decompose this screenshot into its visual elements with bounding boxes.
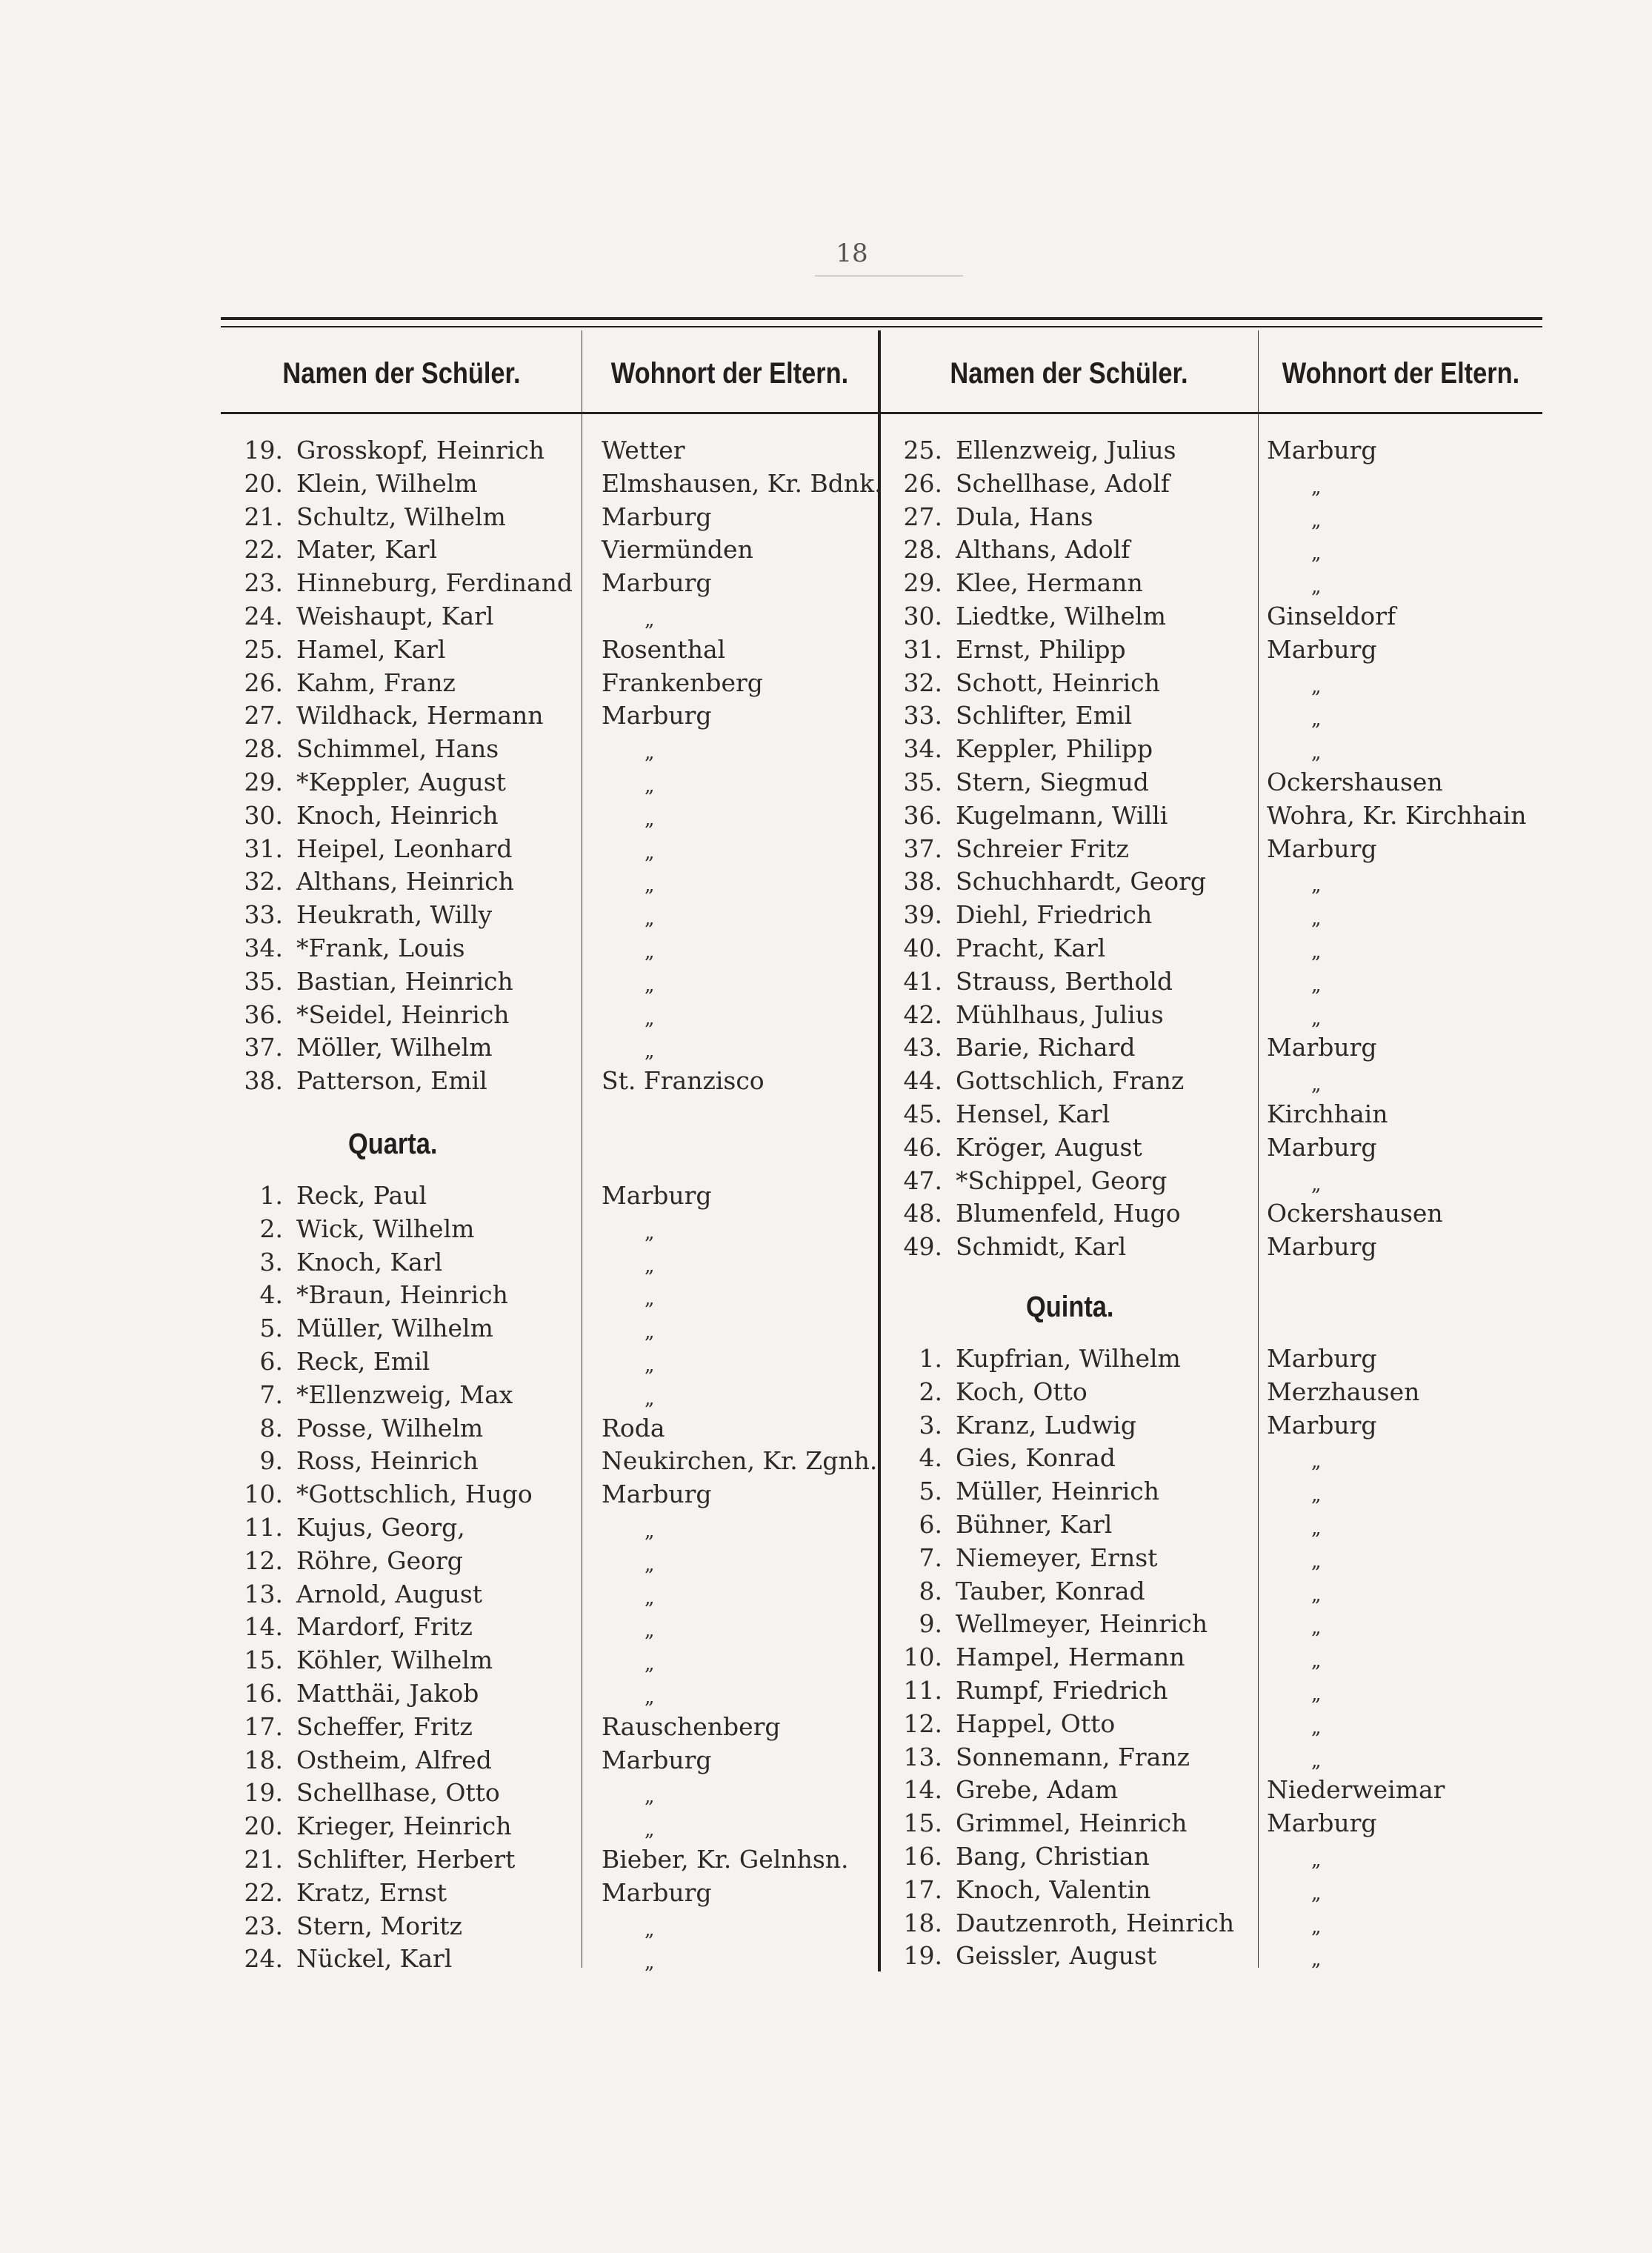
- student-number: 28.: [903, 535, 942, 565]
- student-number: 45.: [903, 1099, 942, 1128]
- student-number: 3.: [919, 1410, 942, 1440]
- student-name: Müller, Wilhelm: [296, 1314, 493, 1343]
- table-top-rule: [221, 317, 1542, 320]
- student-name: Ellenzweig, Julius: [956, 436, 1176, 465]
- parent-residence: „: [1311, 1173, 1322, 1196]
- student-number: 24.: [244, 1944, 283, 1974]
- parent-residence: Marburg: [602, 1877, 712, 1907]
- student-number: 14.: [244, 1612, 283, 1642]
- parent-residence: „: [645, 608, 655, 631]
- student-number: 44.: [903, 1066, 942, 1096]
- parent-residence: „: [645, 1040, 655, 1063]
- student-number: 1.: [919, 1344, 942, 1373]
- student-name: Grimmel, Heinrich: [956, 1808, 1188, 1838]
- parent-residence: Marburg: [1267, 634, 1377, 664]
- parent-residence: „: [1311, 1915, 1322, 1938]
- student-number: 10.: [903, 1643, 942, 1672]
- student-number: 4.: [919, 1443, 942, 1473]
- student-name: Müller, Heinrich: [956, 1477, 1159, 1506]
- student-name: Köhler, Wilhelm: [296, 1645, 493, 1675]
- student-name: Stern, Moritz: [296, 1911, 463, 1940]
- student-number: 23.: [244, 568, 283, 598]
- header-residence-left: Wohnort der Eltern.: [610, 357, 849, 390]
- parent-residence: Marburg: [1267, 1410, 1377, 1440]
- parent-residence: „: [645, 1653, 655, 1676]
- parent-residence: „: [1311, 1848, 1322, 1871]
- student-name: Posse, Wilhelm: [296, 1413, 484, 1442]
- student-name: Matthäi, Jakob: [296, 1678, 479, 1708]
- student-name: Kranz, Ludwig: [956, 1410, 1136, 1440]
- parent-residence: „: [645, 742, 655, 765]
- student-name: *Schippel, Georg: [956, 1165, 1168, 1195]
- student-number: 48.: [903, 1199, 942, 1228]
- student-name: Ross, Heinrich: [296, 1446, 479, 1476]
- parent-residence: „: [645, 908, 655, 931]
- parent-residence: „: [645, 1951, 655, 1974]
- student-number: 18.: [244, 1745, 283, 1774]
- student-name: Kugelmann, Willi: [956, 800, 1168, 830]
- parent-residence: „: [1311, 1749, 1322, 1772]
- student-name: Mardorf, Fritz: [296, 1612, 473, 1642]
- parent-residence: „: [645, 1620, 655, 1643]
- student-number: 11.: [903, 1675, 942, 1705]
- parent-residence: Marburg: [602, 568, 712, 598]
- parent-residence: „: [645, 841, 655, 864]
- student-number: 15.: [903, 1808, 942, 1838]
- parent-residence: Rauschenberg: [602, 1711, 781, 1741]
- student-name: Ostheim, Alfred: [296, 1745, 492, 1774]
- student-number: 2.: [919, 1377, 942, 1406]
- parent-residence: Marburg: [602, 502, 712, 531]
- student-name: Röhre, Georg: [296, 1545, 463, 1575]
- parent-residence: „: [645, 1553, 655, 1576]
- student-name: Mühlhaus, Julius: [956, 999, 1164, 1029]
- student-name: Schlifter, Emil: [956, 701, 1133, 731]
- student-number: 22.: [244, 535, 283, 565]
- student-name: Wick, Wilhelm: [296, 1214, 475, 1243]
- student-number: 14.: [903, 1775, 942, 1805]
- student-name: Bastian, Heinrich: [296, 966, 513, 996]
- student-name: Knoch, Valentin: [956, 1874, 1151, 1904]
- student-name: Kahm, Franz: [296, 668, 456, 697]
- student-number: 8.: [259, 1413, 283, 1442]
- student-name: Krieger, Heinrich: [296, 1811, 512, 1841]
- student-number: 25.: [903, 436, 942, 465]
- student-name: Arnold, August: [296, 1579, 483, 1608]
- student-name: Patterson, Emil: [296, 1066, 487, 1096]
- student-name: Nückel, Karl: [296, 1944, 453, 1974]
- student-name: Grosskopf, Heinrich: [296, 436, 545, 465]
- student-number: 49.: [903, 1232, 942, 1262]
- student-number: 20.: [244, 468, 283, 498]
- student-number: 7.: [919, 1543, 942, 1572]
- parent-residence: „: [1311, 542, 1322, 565]
- student-name: Stern, Siegmud: [956, 767, 1149, 796]
- student-name: *Gottschlich, Hugo: [296, 1480, 533, 1509]
- student-name: Heukrath, Willy: [296, 900, 493, 930]
- parent-residence: „: [1311, 1451, 1322, 1474]
- student-name: Heipel, Leonhard: [296, 833, 513, 863]
- parent-residence: Marburg: [1267, 436, 1377, 465]
- parent-residence: „: [1311, 1074, 1322, 1096]
- parent-residence: Ockershausen: [1267, 1199, 1443, 1228]
- student-number: 42.: [903, 999, 942, 1029]
- parent-residence: „: [1311, 708, 1322, 731]
- parent-residence: „: [645, 1321, 655, 1344]
- student-number: 21.: [244, 502, 283, 531]
- student-name: Knoch, Heinrich: [296, 800, 499, 830]
- parent-residence: „: [1311, 1007, 1322, 1030]
- parent-residence: „: [645, 1918, 655, 1941]
- student-number: 5.: [259, 1314, 283, 1343]
- student-number: 30.: [903, 601, 942, 630]
- parent-residence: „: [1311, 874, 1322, 897]
- parent-residence: Marburg: [1267, 1132, 1377, 1162]
- student-number: 12.: [244, 1545, 283, 1575]
- student-number: 10.: [244, 1480, 283, 1509]
- page-number: 18: [836, 239, 868, 268]
- parent-residence: „: [645, 874, 655, 897]
- parent-residence: „: [645, 1586, 655, 1609]
- student-name: Bang, Christian: [956, 1841, 1150, 1871]
- student-number: 19.: [903, 1941, 942, 1971]
- student-number: 1.: [259, 1181, 283, 1210]
- student-number: 29.: [903, 568, 942, 598]
- parent-residence: Wohra, Kr. Kirchhain: [1267, 800, 1527, 830]
- student-name: Kupfrian, Wilhelm: [956, 1344, 1181, 1373]
- student-name: Kratz, Ernst: [296, 1877, 447, 1907]
- student-number: 36.: [903, 800, 942, 830]
- student-name: Barie, Richard: [956, 1033, 1136, 1062]
- student-name: Schultz, Wilhelm: [296, 502, 506, 531]
- student-name: Wellmeyer, Heinrich: [956, 1609, 1208, 1639]
- student-name: Bühner, Karl: [956, 1509, 1113, 1539]
- student-number: 34.: [903, 734, 942, 764]
- student-name: Schmidt, Karl: [956, 1232, 1127, 1262]
- parent-residence: „: [645, 974, 655, 996]
- student-name: Sonnemann, Franz: [956, 1742, 1190, 1771]
- student-number: 22.: [244, 1877, 283, 1907]
- student-name: Schimmel, Hans: [296, 734, 499, 764]
- student-name: Mater, Karl: [296, 535, 438, 565]
- student-name: Wildhack, Hermann: [296, 701, 544, 731]
- student-number: 7.: [259, 1380, 283, 1409]
- parent-residence: „: [1311, 1484, 1322, 1507]
- student-name: Happel, Otto: [956, 1708, 1116, 1738]
- parent-residence: Ockershausen: [1267, 767, 1443, 796]
- student-number: 39.: [903, 900, 942, 930]
- student-number: 8.: [919, 1576, 942, 1605]
- student-name: Niemeyer, Ernst: [956, 1543, 1158, 1572]
- parent-residence: „: [645, 1254, 655, 1277]
- student-name: Liedtke, Wilhelm: [956, 601, 1166, 630]
- student-number: 33.: [244, 900, 283, 930]
- parent-residence: „: [1311, 742, 1322, 765]
- header-names-right: Namen der Schüler.: [950, 357, 1188, 390]
- student-name: Gies, Konrad: [956, 1443, 1116, 1473]
- student-number: 32.: [903, 668, 942, 697]
- student-number: 11.: [244, 1512, 283, 1542]
- table-top-rule-thin: [221, 326, 1542, 327]
- parent-residence: Bieber, Kr. Gelnhsn.: [602, 1844, 849, 1874]
- student-name: Geissler, August: [956, 1941, 1157, 1971]
- student-number: 47.: [903, 1165, 942, 1195]
- student-number: 16.: [244, 1678, 283, 1708]
- student-name: Dautzenroth, Heinrich: [956, 1908, 1235, 1937]
- student-number: 21.: [244, 1844, 283, 1874]
- parent-residence: „: [645, 808, 655, 831]
- student-name: Klee, Hermann: [956, 568, 1143, 598]
- student-name: Reck, Paul: [296, 1181, 427, 1210]
- student-name: Schuchhardt, Georg: [956, 867, 1207, 896]
- parent-residence: „: [645, 1288, 655, 1311]
- student-name: Schott, Heinrich: [956, 668, 1160, 697]
- student-number: 31.: [903, 634, 942, 664]
- student-name: Möller, Wilhelm: [296, 1033, 493, 1062]
- student-number: 6.: [259, 1346, 283, 1376]
- parent-residence: Marburg: [602, 1181, 712, 1210]
- parent-residence: „: [645, 1520, 655, 1543]
- student-name: Koch, Otto: [956, 1377, 1088, 1406]
- student-number: 6.: [919, 1509, 942, 1539]
- student-number: 26.: [903, 468, 942, 498]
- student-number: 17.: [244, 1711, 283, 1741]
- student-number: 12.: [903, 1708, 942, 1738]
- parent-residence: „: [645, 1354, 655, 1377]
- column-divider-right: [1258, 330, 1259, 1968]
- student-number: 27.: [244, 701, 283, 731]
- parent-residence: „: [645, 1387, 655, 1410]
- student-number: 24.: [244, 601, 283, 630]
- parent-residence: St. Franzisco: [602, 1066, 765, 1096]
- student-name: Schlifter, Herbert: [296, 1844, 516, 1874]
- student-number: 13.: [903, 1742, 942, 1771]
- parent-residence: „: [645, 1819, 655, 1842]
- parent-residence: „: [645, 1786, 655, 1808]
- student-number: 37.: [244, 1033, 283, 1062]
- header-bottom-rule: [221, 412, 1542, 414]
- student-number: 4.: [259, 1280, 283, 1310]
- student-number: 34.: [244, 933, 283, 962]
- parent-residence: Niederweimar: [1267, 1775, 1445, 1805]
- student-name: Gottschlich, Franz: [956, 1066, 1185, 1096]
- parent-residence: „: [645, 1007, 655, 1030]
- parent-residence: „: [1311, 1617, 1322, 1640]
- parent-residence: Ginseldorf: [1267, 601, 1396, 630]
- student-number: 29.: [244, 767, 283, 796]
- parent-residence: Viermünden: [602, 535, 753, 565]
- student-name: Hinneburg, Ferdinand: [296, 568, 573, 598]
- student-number: 17.: [903, 1874, 942, 1904]
- student-name: Strauss, Berthold: [956, 966, 1173, 996]
- student-number: 35.: [244, 966, 283, 996]
- parent-residence: Marburg: [602, 1480, 712, 1509]
- parent-residence: Neukirchen, Kr. Zgnh.: [602, 1446, 878, 1476]
- student-number: 38.: [244, 1066, 283, 1096]
- student-name: Hensel, Karl: [956, 1099, 1110, 1128]
- student-number: 40.: [903, 933, 942, 962]
- student-name: Kröger, August: [956, 1132, 1142, 1162]
- parent-residence: Roda: [602, 1413, 665, 1442]
- parent-residence: Marburg: [1267, 1232, 1377, 1262]
- student-name: Schellhase, Adolf: [956, 468, 1170, 498]
- student-name: Diehl, Friedrich: [956, 900, 1153, 930]
- student-number: 23.: [244, 1911, 283, 1940]
- parent-residence: Merzhausen: [1267, 1377, 1420, 1406]
- parent-residence: „: [645, 1221, 655, 1244]
- parent-residence: „: [1311, 1517, 1322, 1540]
- parent-residence: Marburg: [602, 1745, 712, 1774]
- column-divider-center: [878, 330, 881, 1971]
- student-name: Schellhase, Otto: [296, 1778, 500, 1808]
- parent-residence: „: [1311, 1550, 1322, 1573]
- student-number: 33.: [903, 701, 942, 731]
- student-name: *Ellenzweig, Max: [296, 1380, 513, 1409]
- student-name: Rumpf, Friedrich: [956, 1675, 1168, 1705]
- student-number: 2.: [259, 1214, 283, 1243]
- parent-residence: „: [1311, 1716, 1322, 1739]
- student-number: 32.: [244, 867, 283, 896]
- student-number: 9.: [919, 1609, 942, 1639]
- student-name: Kujus, Georg,: [296, 1512, 465, 1542]
- student-name: Pracht, Karl: [956, 933, 1106, 962]
- student-name: Tauber, Konrad: [956, 1576, 1145, 1605]
- parent-residence: „: [1311, 1882, 1322, 1905]
- student-name: Weishaupt, Karl: [296, 601, 494, 630]
- student-name: Klein, Wilhelm: [296, 468, 478, 498]
- student-number: 46.: [903, 1132, 942, 1162]
- student-name: Scheffer, Fritz: [296, 1711, 473, 1741]
- student-number: 18.: [903, 1908, 942, 1937]
- student-name: Blumenfeld, Hugo: [956, 1199, 1181, 1228]
- student-number: 30.: [244, 800, 283, 830]
- student-number: 3.: [259, 1247, 283, 1277]
- parent-residence: „: [645, 1685, 655, 1708]
- student-number: 15.: [244, 1645, 283, 1675]
- parent-residence: „: [1311, 576, 1322, 599]
- student-number: 31.: [244, 833, 283, 863]
- parent-residence: „: [1311, 974, 1322, 996]
- student-number: 13.: [244, 1579, 283, 1608]
- parent-residence: Kirchhain: [1267, 1099, 1388, 1128]
- student-name: Althans, Heinrich: [296, 867, 514, 896]
- student-name: *Braun, Heinrich: [296, 1280, 508, 1310]
- student-number: 19.: [244, 436, 283, 465]
- parent-residence: Marburg: [1267, 1033, 1377, 1062]
- parent-residence: Elmshausen, Kr. Bdnk.: [602, 468, 882, 498]
- header-names-left: Namen der Schüler.: [282, 357, 521, 390]
- student-name: Ernst, Philipp: [956, 634, 1126, 664]
- header-residence-right: Wohnort der Eltern.: [1282, 357, 1520, 390]
- student-number: 43.: [903, 1033, 942, 1062]
- student-number: 27.: [903, 502, 942, 531]
- parent-residence: „: [1311, 509, 1322, 532]
- student-name: Reck, Emil: [296, 1346, 430, 1376]
- parent-residence: „: [645, 774, 655, 797]
- parent-residence: „: [1311, 1683, 1322, 1705]
- student-name: Hampel, Hermann: [956, 1643, 1185, 1672]
- quinta-heading: Quinta.: [1026, 1291, 1114, 1323]
- student-number: 5.: [919, 1477, 942, 1506]
- student-name: Hamel, Karl: [296, 634, 446, 664]
- parent-residence: Frankenberg: [602, 668, 763, 697]
- student-number: 36.: [244, 999, 283, 1029]
- parent-residence: Wetter: [602, 436, 685, 465]
- parent-residence: „: [645, 940, 655, 963]
- parent-residence: „: [1311, 940, 1322, 963]
- student-number: 35.: [903, 767, 942, 796]
- student-number: 16.: [903, 1841, 942, 1871]
- parent-residence: Rosenthal: [602, 634, 726, 664]
- student-name: *Frank, Louis: [296, 933, 465, 962]
- parent-residence: „: [1311, 1949, 1322, 1971]
- student-name: Keppler, Philipp: [956, 734, 1153, 764]
- student-name: Dula, Hans: [956, 502, 1093, 531]
- quarta-heading: Quarta.: [348, 1128, 438, 1160]
- student-number: 37.: [903, 833, 942, 863]
- parent-residence: Marburg: [602, 701, 712, 731]
- student-number: 28.: [244, 734, 283, 764]
- student-name: Schreier Fritz: [956, 833, 1129, 863]
- parent-residence: „: [1311, 1583, 1322, 1606]
- student-number: 19.: [244, 1778, 283, 1808]
- parent-residence: „: [1311, 476, 1322, 499]
- student-number: 9.: [259, 1446, 283, 1476]
- student-name: *Seidel, Heinrich: [296, 999, 510, 1029]
- student-number: 20.: [244, 1811, 283, 1841]
- parent-residence: Marburg: [1267, 1808, 1377, 1838]
- student-number: 41.: [903, 966, 942, 996]
- parent-residence: Marburg: [1267, 833, 1377, 863]
- parent-residence: Marburg: [1267, 1344, 1377, 1373]
- parent-residence: „: [1311, 1650, 1322, 1673]
- student-name: Knoch, Karl: [296, 1247, 443, 1277]
- student-name: Grebe, Adam: [956, 1775, 1119, 1805]
- parent-residence: „: [1311, 675, 1322, 698]
- student-name: Althans, Adolf: [956, 535, 1130, 565]
- student-number: 26.: [244, 668, 283, 697]
- student-number: 38.: [903, 867, 942, 896]
- student-number: 25.: [244, 634, 283, 664]
- student-name: *Keppler, August: [296, 767, 506, 796]
- parent-residence: „: [1311, 908, 1322, 931]
